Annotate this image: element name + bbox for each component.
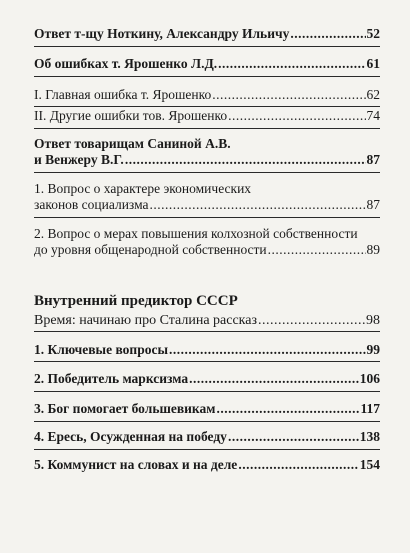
section-divider — [34, 106, 380, 107]
section-divider — [34, 361, 380, 362]
toc-page-number: 61 — [366, 56, 380, 71]
toc-entry-title-line2: законов социализма — [34, 197, 149, 212]
toc-chapter-1[interactable] — [34, 342, 380, 358]
toc-subentry-main-error[interactable] — [34, 87, 380, 103]
toc-entry-title-line2: до уровня общенародной собственности — [34, 242, 267, 257]
toc-chapter-3[interactable] — [34, 401, 380, 417]
toc-page-number: 98 — [366, 313, 380, 328]
section-divider — [34, 128, 380, 129]
leader-dots — [216, 401, 359, 417]
toc-chapter-4[interactable] — [34, 429, 380, 445]
toc-subentry-other-errors[interactable] — [34, 108, 380, 124]
leader-dots — [212, 87, 365, 103]
toc-entry-title: 1. Ключевые вопросы — [34, 342, 168, 357]
toc-entry-title: II. Другие ошибки тов. Ярошенко — [34, 108, 228, 123]
toc-entry-title: 2. Победитель марксизма — [34, 371, 189, 386]
toc-page-number: 117 — [360, 401, 380, 416]
section-divider — [34, 331, 380, 332]
toc-page-number: 154 — [359, 457, 380, 472]
leader-dots — [228, 429, 359, 445]
section-divider — [34, 217, 380, 218]
leader-dots — [290, 26, 365, 42]
toc-entry-title: Время: начинаю про Сталина рассказ — [34, 313, 258, 328]
leader-dots — [169, 342, 366, 358]
section-divider — [34, 449, 380, 450]
leader-dots — [150, 197, 366, 213]
section-divider — [34, 76, 380, 77]
toc-entry-notkin[interactable] — [34, 26, 380, 42]
toc-entry-title: 4. Ересь, Осужденная на победу — [34, 429, 227, 444]
toc-entry-title: Ответ т-щу Ноткину, Александру Ильичу — [34, 26, 290, 41]
section-title: Внутренний предиктор СССР — [34, 293, 238, 309]
toc-page-number: 106 — [359, 371, 380, 386]
leader-dots — [258, 313, 365, 329]
section-divider — [34, 421, 380, 422]
toc-entry-title: 3. Бог помогает большевикам — [34, 401, 216, 416]
toc-page-number: 99 — [366, 342, 380, 357]
toc-chapter-5[interactable] — [34, 457, 380, 473]
toc-page-number: 89 — [366, 242, 380, 257]
leader-dots — [268, 242, 366, 258]
toc-entry-title-line1: 1. Вопрос о характере экономических — [34, 181, 252, 196]
toc-entry-title-line2: и Венжеру В.Г. — [34, 152, 124, 167]
section-divider — [34, 46, 380, 47]
toc-entry-title-line1: 2. Вопрос о мерах повышения колхозной собственности — [34, 226, 358, 241]
leader-dots — [228, 108, 365, 124]
toc-entry-title: Об ошибках т. Ярошенко Л.Д. — [34, 56, 218, 71]
toc-entry-yaroshenko[interactable] — [34, 56, 380, 72]
leader-dots — [238, 457, 358, 473]
toc-subentry-kolkhoz-property[interactable] — [34, 226, 380, 258]
toc-page-number: 74 — [366, 108, 380, 123]
toc-entry-sanina-venzher[interactable] — [34, 136, 380, 168]
leader-dots — [218, 56, 365, 72]
leader-dots — [125, 152, 366, 168]
toc-entry-title: 5. Коммунист на словах и на деле — [34, 457, 238, 472]
toc-page-number: 87 — [366, 152, 380, 167]
toc-page-number: 87 — [366, 197, 380, 212]
toc-subentry-economic-laws[interactable] — [34, 181, 380, 213]
toc-page-number: 138 — [359, 429, 380, 444]
section-divider — [34, 172, 380, 173]
toc-entry-title-line1: Ответ товарищам Саниной А.В. — [34, 136, 231, 151]
leader-dots — [189, 371, 359, 387]
toc-entry-intro[interactable] — [34, 313, 380, 329]
toc-entry-title: I. Главная ошибка т. Ярошенко — [34, 87, 212, 102]
toc-chapter-2[interactable] — [34, 371, 380, 387]
toc-page-number: 62 — [366, 87, 380, 102]
section-divider — [34, 391, 380, 392]
toc-page-number: 52 — [366, 26, 380, 41]
